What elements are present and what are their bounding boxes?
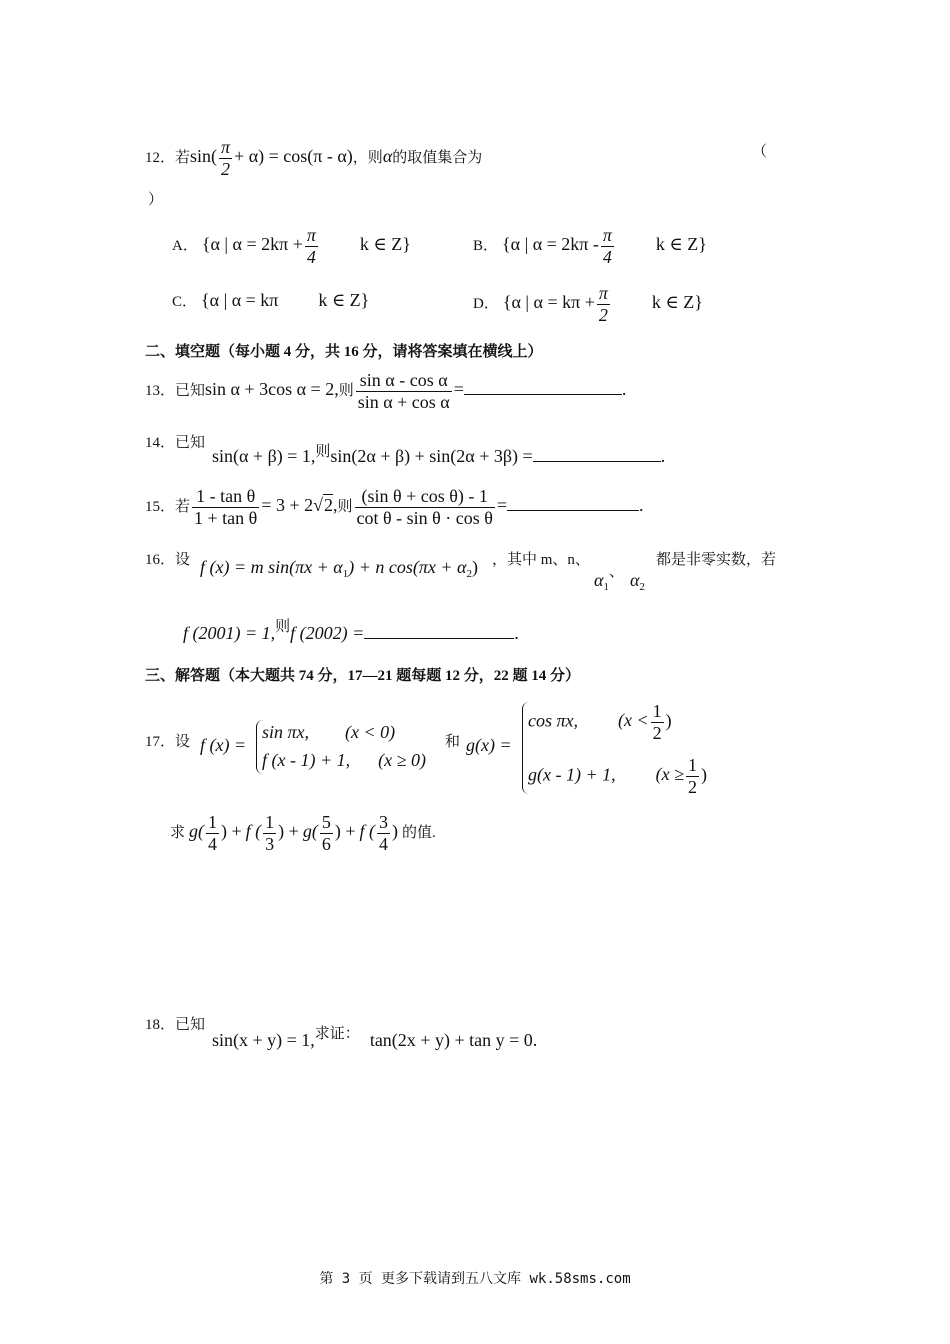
question-lead: 设 [175,734,191,750]
math-expr: ) [471,557,478,577]
fraction-den: 4 [602,246,612,267]
math-expr: f (2001) = 1, [183,623,276,643]
fraction-num: (sin θ + cos θ) - 1 [355,486,495,508]
question-number: 12． [145,149,176,166]
math-expr: + α) = cos(π - α) [234,145,353,166]
fraction-den: cot θ - sin θ · cos θ [356,507,493,528]
math-expr: tan(2x + y) + tan y = 0. [369,1030,538,1050]
choice-expr: k ∈ Z} [651,291,703,312]
page-footer: 第 3 页 更多下载请到五八文库 wk.58sms.com [319,1271,631,1287]
fraction-num: 3 [378,812,388,832]
math-expr: ) + n cos(πx + α [348,557,467,577]
question-number: 17． [145,734,176,750]
question-16-text-b: 都是非零实数，若 [656,552,777,568]
fraction-den: sin α + cos α [357,391,450,412]
paren: ) [665,710,672,731]
math-expr: f ( [245,820,262,841]
g-case-1 [528,701,672,743]
choice-c[interactable] [172,290,369,311]
fraction-num: 1 [208,812,218,832]
question-16-condition [183,615,519,644]
section-title-fill-blank: 二、填空题（每小题 4 分，共 16 分，请将答案填在横线上） [145,344,543,360]
math-var: α [629,570,640,590]
g-case-2 [528,755,707,797]
fraction-num: 1 [688,755,697,775]
fraction-den: 2 [221,158,231,179]
math-expr: = [496,494,508,515]
choice-label: A． [172,237,198,254]
choice-expr: {α | α = 2kπ + [201,233,303,254]
f-case-2 [262,750,426,771]
fraction-num: sin α - cos α [356,370,452,392]
math-expr: sin(x + y) = 1, [212,1030,315,1050]
fraction [263,812,276,854]
sqrt-radicand: 2 [324,494,333,515]
case-condition: (x ≥ [655,764,684,785]
fraction [305,225,318,267]
math-var: α [382,145,393,166]
question-14 [212,440,665,467]
case-expr: sin πx, [262,722,310,742]
question-16-function [200,557,478,580]
g-definition: g(x) = [466,735,512,755]
math-expr: ) + [278,820,299,841]
math-expr: sin(2α + β) + sin(2α + 3β) = [330,446,533,466]
question-lead: 若 [175,149,191,166]
fraction-den: 4 [208,833,218,854]
answer-blank[interactable] [507,509,639,511]
math-expr: f ( [359,820,375,841]
f-definition: f (x) = [200,735,247,755]
answer-blank[interactable] [533,460,661,462]
question-text: 求证： [314,1026,360,1042]
fraction-num: π [221,137,231,157]
math-expr: = [453,378,464,399]
question-16-text [492,548,590,569]
fraction-den: 4 [378,833,388,854]
fraction [597,283,610,325]
fraction-den: 2 [688,776,697,797]
choice-expr: {α | α = kπ + [502,291,595,312]
fraction-den: 4 [306,246,316,267]
fraction-den: 2 [598,304,608,325]
fraction-den: 1 + tan θ [194,507,258,528]
math-expr: f (x) = m sin(πx + α [200,557,343,577]
sqrt-sign: √ [313,494,323,515]
fraction [377,812,390,854]
fraction [601,225,614,267]
question-text: ，其中 m、n、 [492,552,590,568]
question-18 [212,1022,537,1051]
fraction-num: 1 - tan θ [192,486,259,508]
conjunction: 和 [445,734,461,750]
question-16-params [594,560,645,593]
question-number: 16． [145,552,176,568]
question-18-label [145,1013,205,1034]
case-expr: cos πx, [528,710,579,731]
choice-expr: {α | α = kπ [201,290,279,310]
fraction-den: 2 [652,722,662,743]
fraction-den: 6 [321,833,331,854]
case-condition: (x ≥ 0) [378,750,426,770]
section-title-answer: 三、解答题（本大题共 74 分，17—21 题每题 12 分，22 题 14 分） [145,668,581,684]
math-expr: . [660,446,666,466]
fraction [686,755,699,797]
question-number: 15． [145,498,176,515]
math-expr: . [639,494,644,515]
fraction [356,370,452,412]
math-expr: . [621,378,627,399]
fraction [320,812,333,854]
math-expr: , [333,494,338,515]
answer-paren-close: ） [148,192,164,208]
choice-expr: k ∈ Z} [318,290,370,310]
fraction-num: 5 [321,812,331,832]
fraction [219,137,232,179]
math-expr: sin α + 3cos α = 2, [205,378,339,399]
subscript: 1 [342,568,349,580]
question-17-ask [170,812,436,854]
question-lead: 已知 [175,1017,206,1033]
choice-expr: k ∈ Z} [655,233,707,254]
question-text: 则 [315,444,331,460]
question-lead: 已知 [175,435,206,451]
fraction-num: π [602,225,612,245]
math-expr: ) + [334,820,356,841]
math-expr: sin( [190,145,218,166]
math-expr: ) [391,820,398,841]
choice-b[interactable] [473,225,707,267]
question-text: 的取值集合为 [392,149,483,166]
choice-label: D． [473,295,499,312]
subscript: 2 [639,581,645,593]
question-16-label [145,548,190,569]
fraction-den: 3 [265,833,275,854]
question-lead: 已知 [175,382,206,399]
question-lead: 若 [175,498,191,515]
math-expr: f (2002) = [290,623,365,643]
subscript: 2 [466,568,472,580]
math-expr: g( [189,820,205,841]
question-14-label [145,431,205,452]
fraction-num: π [598,283,608,303]
question-text: 则 [275,619,291,635]
math-var: α [594,570,604,590]
answer-blank[interactable] [464,393,622,395]
fraction-num: π [306,225,316,245]
question-lead: 设 [175,552,191,568]
math-expr: ) + [221,820,242,841]
question-text: ，则 [352,149,383,166]
fraction-num: 1 [652,701,662,721]
case-condition: (x < 0) [345,722,396,742]
math-expr: . [514,623,519,643]
case-condition: (x < [618,710,649,731]
f-case-1 [262,722,395,743]
fraction-num: 1 [265,812,275,832]
choice-a[interactable] [172,225,411,267]
fraction [355,486,495,528]
question-number: 18． [145,1017,176,1033]
choice-label: B． [473,237,499,254]
math-expr: = 3 + 2 [261,494,314,515]
question-text: 则 [337,498,353,515]
math-expr: sin(α + β) = 1, [212,446,316,466]
question-number: 13． [145,382,176,399]
separator: 、 [608,564,624,580]
fraction [651,701,664,743]
question-lead: 求 [170,824,186,841]
question-text: 则 [338,382,354,399]
choice-expr: {α | α = 2kπ - [502,233,599,254]
paren: ) [701,764,707,785]
question-text: 的值. [401,824,436,841]
question-13 [145,370,626,412]
answer-paren-open: （ [752,144,768,160]
choice-label: C． [172,294,198,310]
choice-expr: k ∈ Z} [359,233,411,254]
question-15 [145,486,644,528]
fraction [192,486,259,528]
question-12 [145,137,482,179]
choice-d[interactable] [473,283,703,325]
math-expr: g( [302,820,318,841]
subscript: 1 [603,581,609,593]
case-expr: g(x - 1) + 1, [528,764,616,785]
question-number: 14． [145,435,176,451]
question-17-label [145,730,190,751]
answer-blank[interactable] [364,637,514,639]
case-expr: f (x - 1) + 1, [262,750,351,770]
fraction [206,812,219,854]
